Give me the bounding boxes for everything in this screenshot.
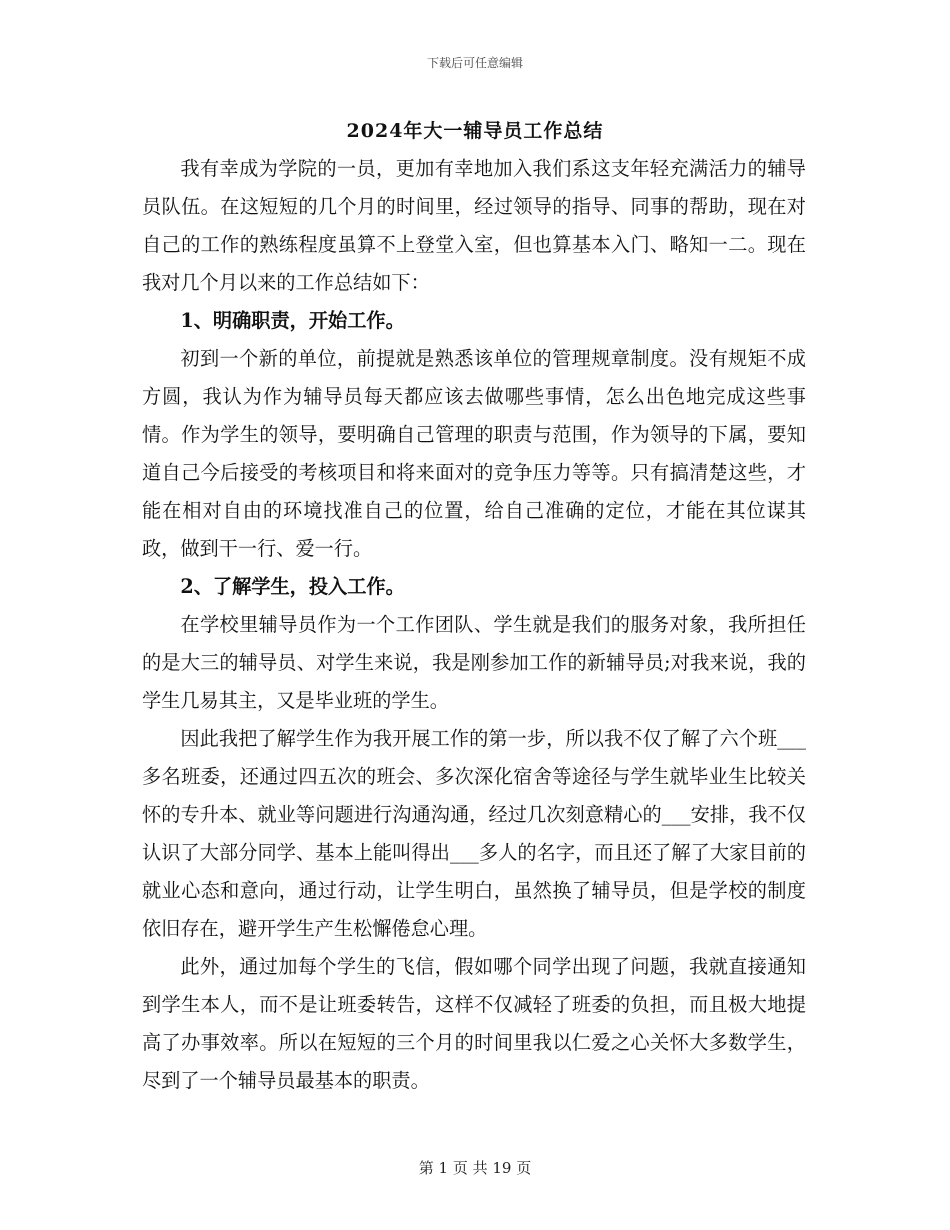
page-footer: 第 1 页 共 19 页 <box>418 1159 532 1177</box>
paragraph-students: 在学校里辅导员作为一个工作团队、学生就是我们的服务对象，我所担任的是大三的辅导员、对学生来说，我是刚参加工作的新辅导员;对我来说，我的学生几易其主，又是毕业班的学生。 <box>142 613 806 712</box>
document-title: 2024年大一辅导员工作总结 <box>346 120 604 142</box>
document-body <box>142 150 806 1100</box>
paragraph-intro: 我有幸成为学院的一员，更加有幸地加入我们系这支年轻充满活力的辅导员队伍。在这短短的几个月的时间里，经过领导的指导、同事的帮助，现在对自己的工作的熟练程度虽算不上登堂入室，但也算基本入门、略知一二。现在我对几个月以来的工作总结如下： <box>142 157 806 294</box>
section-heading-2: 2、了解学生，投入工作。 <box>180 575 405 598</box>
paragraph-fetion: 此外，通过加每个学生的飞信，假如哪个同学出现了问题，我就直接通知到学生本人，而不是让班委转告，这样不仅减轻了班委的负担，而且极大地提高了办事效率。所以在短短的三个月的时间里我以仁爱之心关怀大多数学生，尽到了一个辅导员最基本的职责。 <box>142 955 806 1092</box>
page-header: 下载后可任意编辑 <box>426 56 523 70</box>
paragraph-duties: 初到一个新的单位，前提就是熟悉该单位的管理规章制度。没有规矩不成方圆，我认为作为辅导员每天都应该去做哪些事情，怎么出色地完成这些事情。作为学生的领导，要明确自己管理的职责与范围，作为领导的下属，要知道自己今后接受的考核项目和将来面对的竞争压力等等。只有搞清楚这些，才能在相对自由的环境找准自己的位置，给自己准确的定位，才能在其位谋其政，做到干一行、爱一行。 <box>142 347 806 560</box>
section-heading-1: 1、明确职责，开始工作。 <box>180 309 405 332</box>
paragraph-understanding: 因此我把了解学生作为我开展工作的第一步，所以我不仅了解了六个班___多名班委，还通过四五次的班会、多次深化宿舍等途径与学生就毕业生比较关怀的专升本、就业等问题进行沟通沟通，经过几次刻意精心的___安排，我不仅认识了大部分同学、基本上能叫得出___多人的名字，而且还了解了大家目前的就业心态和意向，通过行动，让学生明白，虽然换了辅导员，但是学校的制度依旧存在，避开学生产生松懈倦怠心理。 <box>142 727 806 940</box>
